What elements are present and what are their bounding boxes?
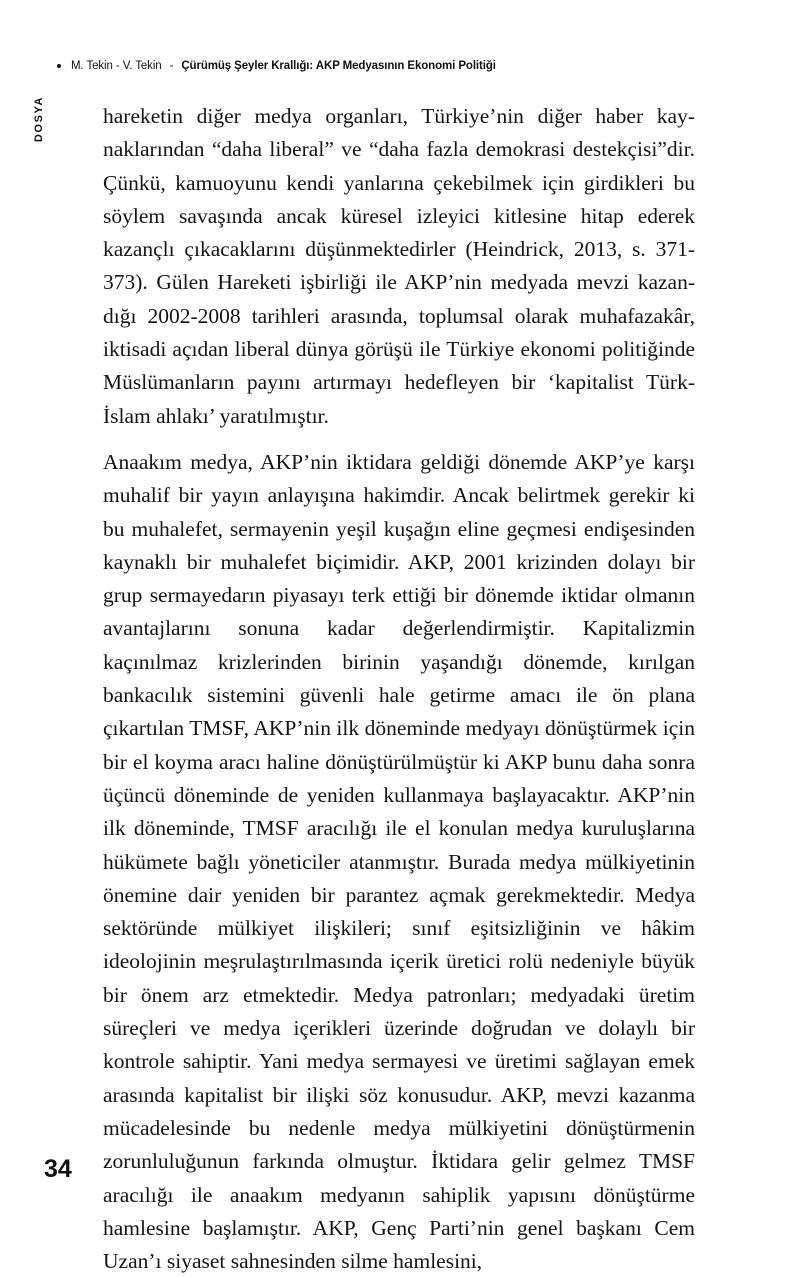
section-label: DOSYA bbox=[33, 96, 45, 143]
running-head bbox=[57, 60, 738, 72]
bullet-icon bbox=[57, 64, 61, 68]
running-head-title: Çürümüş Şeyler Krallığı: AKP Medyasının Ekonomi Politiği bbox=[181, 60, 496, 72]
body-text-column bbox=[103, 100, 695, 1278]
paragraph: Anaakım medya, AKP’nin iktidara geldiği dönemde AKP’ye karşı muhalif bir yayın anlayışına hakimdir. Ancak belirtmek gerekir ki bu muhalefet, sermayenin yeşil kuşağın eline geçmesi endişesinden kaynaklı bir muhalefet biçimidir. AKP, 2001 krizinden dolayı bir grup sermayedarın piyasayı terk ettiği bir dönemde iktidar olmanın avantajlarını sonuna kadar değerlendirmiştir. Kapitalizmin kaçınılmaz krizlerinden birinin yaşandığı dönemde, kırılgan bankacılık sistemini güvenli hale getirme amacı ile ön plana çıkartılan TMSF, AKP’nin ilk döneminde medyayı dönüştürmek için bir el koyma aracı haline dönüştürülmüştür ki AKP bunu daha sonra üçüncü döneminde de yeniden kullanmaya başlayacaktır. AKP’nin ilk döneminde, TMSF aracılığı ile el konulan medya kuruluşlarına hükümete bağlı yöneticiler atanmıştır. Burada medya mülkiyetinin önemine dair yeniden bir parantez açmak gerekmektedir. Medya sektöründe mülkiyet ilişkileri; sınıf eşitsizliğinin ve hâkim ideolojinin meşrulaştırılmasında içerik üretici rolü nedeniyle büyük bir önem arz etmektedir. Medya patronları; medyadaki üretim süreçleri ve medya içerikleri üzerinde doğrudan ve dolaylı bir kontrole sahiptir. Yani medya sermayesi ve üretimi sağlayan emek arasında kapitalist bir ilişki söz konusudur. AKP, mevzi kazanma mücadelesinde bu nedenle medya mülkiyetini dönüştürmenin zorunluluğunun farkında olmuştur. İktidara gelir gelmez TMSF aracılığı ile anaakım medyanın sahiplik yapısını dönüştürme hamlesine başlamıştır. AKP, Genç Parti’nin genel başkanı Cem Uzan’ı siyaset sahnesinden silme hamlesini, bbox=[103, 449, 695, 1274]
page-number: 34 bbox=[44, 1155, 72, 1183]
paragraph: hareketin diğer medya organları, Türkiye’nin diğer haber kaynaklarından “daha liberal” ve “daha fazla demokrasi destekçisi”dir. Çünkü, kamuoyunu kendi yanlarına çekebilmek için girdikleri bu söylem savaşında ancak küresel izleyici kitlesine hitap ederek kazançlı çıkacaklarını düşünmektedirler (Heindrick, 2013, s. 371-373). Gülen Hareketi işbirliği ile AKP’nin medyada mevzi kazandığı 2002-2008 tarihleri arasında, toplumsal olarak muhafazakâr, iktisadi açıdan liberal dünya görüşü ile Türkiye ekonomi politiğinde Müslümanların payını artırmayı hedefleyen bir ‘kapitalist Türk-İslam ahlakı’ yaratılmıştır. bbox=[103, 104, 695, 428]
running-head-authors: M. Tekin - V. Tekin bbox=[71, 60, 162, 72]
running-head-separator: - bbox=[169, 60, 174, 72]
